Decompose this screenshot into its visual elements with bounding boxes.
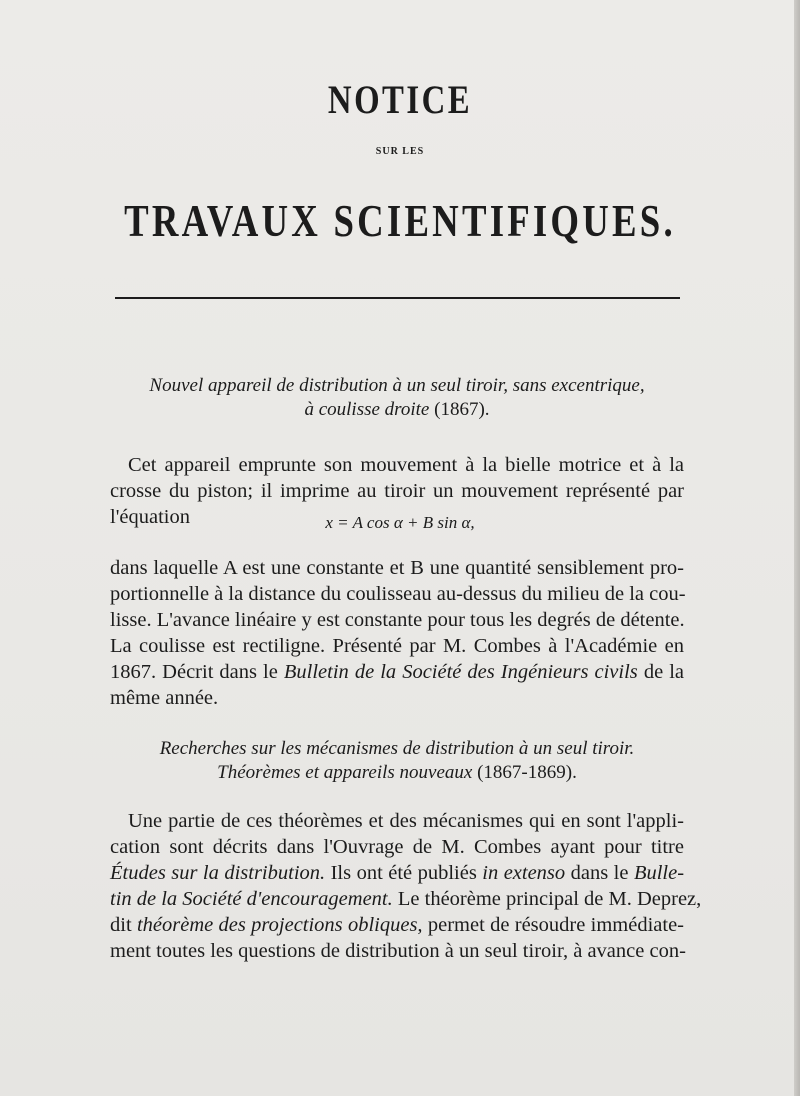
section1-paragraph2 (110, 555, 684, 711)
section1-heading-line2 (110, 398, 684, 422)
para1-line1: Cet appareil emprunte son mouvement à la bielle motrice et à la (128, 454, 684, 476)
section2-paragraph (110, 808, 702, 964)
para3-line3-italic2: in extenso (482, 862, 566, 884)
para3-line5-start: dit (110, 914, 132, 936)
section1-heading-italic: à coulisse droite (304, 399, 430, 420)
section1-heading-line1: Nouvel appareil de distribution à un seul tiroir, sans excentrique, (149, 375, 645, 396)
para3-line3-mid: Ils ont été publiés (330, 862, 477, 884)
para3-line5 (110, 912, 684, 938)
para3-line3-end: dans le (570, 862, 629, 884)
para3-line4 (110, 886, 702, 912)
title-notice: NOTICE (327, 77, 473, 122)
para3-line3 (110, 860, 684, 886)
para3-line3-italic3: Bulle- (633, 862, 685, 884)
para1-line2: crosse du piston; il imprime au tiroir un mouvement représenté par (110, 480, 684, 502)
para2-line5 (110, 659, 684, 685)
para2-line4: La coulisse est rectiligne. Présenté par M. Combes à l'Académie en (110, 635, 684, 657)
main-title: TRAVAUX SCIENTIFIQUES. (124, 195, 676, 246)
para3-line2: cation sont décrits dans l'Ouvrage de M. Combes ayant pour titre (110, 836, 684, 858)
section1-heading (110, 374, 684, 422)
equation (0, 513, 800, 533)
para3-line5-end: permet de résoudre immédiate- (427, 914, 684, 936)
para3-line4-end: Le théorème principal de M. Deprez, (397, 888, 702, 910)
para3-line3-italic: Études sur la distribution. (110, 862, 326, 884)
para2-line5-italic: Bulletin de la Société des Ingénieurs civils (283, 661, 638, 683)
section2-heading-line2 (110, 761, 684, 785)
equation-text: x = A cos α + B sin α, (325, 513, 475, 532)
para2-line5-start: 1867. Décrit dans le (110, 661, 278, 683)
section2-heading-line1: Recherches sur les mécanismes de distribution à un seul tiroir. (159, 738, 635, 759)
title-sur-les: SUR LES (375, 146, 425, 157)
para2-line2: portionnelle à la distance du coulisseau au-dessus du milieu de la cou- (110, 583, 686, 605)
para2-line1: dans laquelle A est une constante et B une quantité sensiblement pro- (110, 557, 684, 579)
section1-heading-date: (1867). (434, 399, 490, 420)
page-spine-edge (794, 0, 800, 1096)
para3-line6: ment toutes les questions de distribution à un seul tiroir, à avance con- (110, 940, 686, 962)
para1-line3: l'équation (110, 506, 190, 528)
section2-heading-italic: Théorèmes et appareils nouveaux (217, 762, 473, 783)
para3-line5-italic: théorème des projections obliques, (136, 914, 423, 936)
title-rule (115, 297, 680, 299)
para3-line4-italic: tin de la Société d'encouragement. (110, 888, 393, 910)
para2-line5-end: de la (643, 661, 685, 683)
para2-line6: même année. (110, 687, 219, 709)
section2-heading (110, 737, 684, 785)
section2-heading-date: (1867-1869). (477, 762, 577, 783)
para3-line1: Une partie de ces théorèmes et des mécanismes qui en sont l'appli- (128, 810, 684, 832)
para2-line3: lisse. L'avance linéaire y est constante pour tous les degrés de détente. (110, 609, 685, 631)
